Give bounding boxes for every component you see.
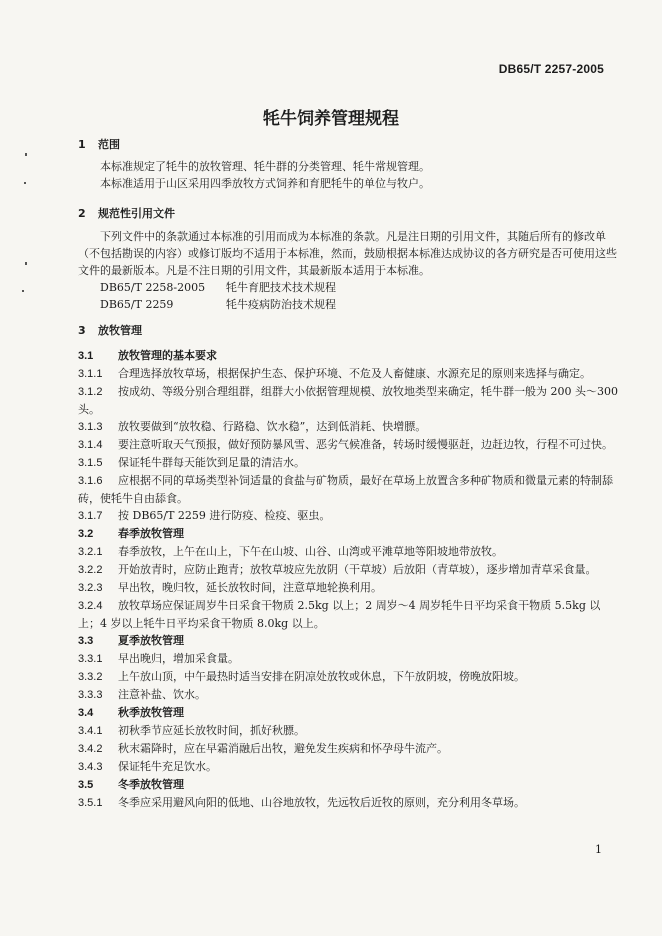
clause: 3.1.2 按成幼、等级分别合理组群，组群大小依据管理规模、放牧地类型来确定，牦牛群一般为 200 头～300 头。 (78, 385, 618, 416)
clause: 3.1.7 按 DB65/T 2259 进行防疫、检疫、驱虫。 (78, 509, 331, 522)
clause: 3.4.1 初秋季节应延长放牧时间，抓好秋膘。 (78, 724, 305, 737)
section-heading: 3 放牧管理 (78, 324, 142, 337)
section-scope (78, 136, 618, 192)
clause: 3.2.3 早出牧，晚归牧，延长放牧时间，注意草地轮换利用。 (78, 581, 382, 594)
clause: 3.1.1 合理选择放牧草场，根据保护生态、保护环境、不危及人畜健康、水源充足的原则来选择与确定。 (78, 367, 591, 380)
reference-item: DB65/T 2258-2005 牦牛育肥技术技术规程 (100, 281, 336, 294)
clause: 3.2.4 放牧草场应保证周岁牛日采食干物质 2.5kg 以上；2 周岁～4 周岁牦牛日平均采食干物质 5.5kg 以上；4 岁以上牦牛日平均采食干物质 8.0kg 以上。 (78, 599, 601, 630)
reference-item: DB65/T 2259 牦牛疫病防治技术规程 (100, 298, 336, 311)
clause: 3.3.3 注意补盐、饮水。 (78, 688, 206, 701)
section-grazing (78, 322, 618, 812)
scan-mark (22, 290, 24, 292)
clause: 3.1.4 要注意听取天气预报，做好预防暴风雪、恶劣气候准备，转场时缓慢驱赶，边赶边牧，行程不可过快。 (78, 438, 613, 451)
subsection-heading: 3.4 秋季放牧管理 (78, 706, 184, 719)
subsection-heading: 3.5 冬季放牧管理 (78, 778, 184, 791)
scan-mark (25, 262, 27, 265)
clause: 3.4.2 秋末霜降时，应在早霜消融后出牧，避免发生疾病和怀孕母牛流产。 (78, 742, 448, 755)
subsection-heading: 3.1 放牧管理的基本要求 (78, 349, 217, 362)
clause: 3.3.2 上午放山顶，中午最热时适当安排在阴凉处放牧或休息，下午放阴坡，傍晚放阳坡。 (78, 670, 525, 683)
subsection-heading: 3.2 春季放牧管理 (78, 527, 184, 540)
clause: 3.4.3 保证牦牛充足饮水。 (78, 760, 217, 773)
subsection-heading: 3.3 夏季放牧管理 (78, 634, 184, 647)
document-title: 牦牛饲养管理规程 (263, 109, 399, 129)
paragraph: 本标准适用于山区采用四季放牧方式饲养和育肥牦牛的单位与牧户。 (100, 177, 430, 190)
clause: 3.2.2 开始放青时，应防止跑青；放牧草坡应先放阴（干草坡）后放阳（青草坡），逐步增加青草采食量。 (78, 563, 597, 576)
section-heading: 2 规范性引用文件 (78, 207, 175, 220)
standard-code: DB65/T 2257-2005 (498, 62, 604, 76)
clause: 3.1.3 放牧要做到“放牧稳、行路稳、饮水稳”，达到低消耗、快增膘。 (78, 420, 427, 433)
clause: 3.5.1 冬季应采用避风向阳的低地、山谷地放牧，先远牧后近牧的原则，充分利用冬草场。 (78, 796, 525, 809)
clause: 3.1.5 保证牦牛群每天能饮到足量的清洁水。 (78, 456, 305, 469)
clause: 3.2.1 春季放牧，上午在山上，下午在山坡、山谷、山湾或平滩草地等阳坡地带放牧。 (78, 545, 503, 558)
scan-mark (24, 182, 26, 184)
clause: 3.1.6 应根据不同的草场类型补饲适量的食盐与矿物质，最好在草场上放置含多种矿物质和微量元素的特制舔砖，使牦牛自由舔食。 (78, 474, 613, 505)
scan-mark (25, 153, 27, 156)
section-heading: 1 范围 (78, 138, 120, 151)
clause: 3.3.1 早出晚归，增加采食量。 (78, 652, 239, 665)
page-number: 1 (595, 843, 602, 856)
section-references (78, 205, 618, 313)
paragraph: 下列文件中的条款通过本标准的引用而成为本标准的条款。凡是注日期的引用文件，其随后所有的修改单（不包括勘误的内容）或修订版均不适用于本标准，然而，鼓励根据本标准达成协议的各方研究是否可使用这些文件的最新版本。凡是不注日期的引用文件，其最新版本适用于本标准。 (78, 230, 617, 277)
paragraph: 本标准规定了牦牛的放牧管理、牦牛群的分类管理、牦牛常规管理。 (100, 160, 430, 173)
